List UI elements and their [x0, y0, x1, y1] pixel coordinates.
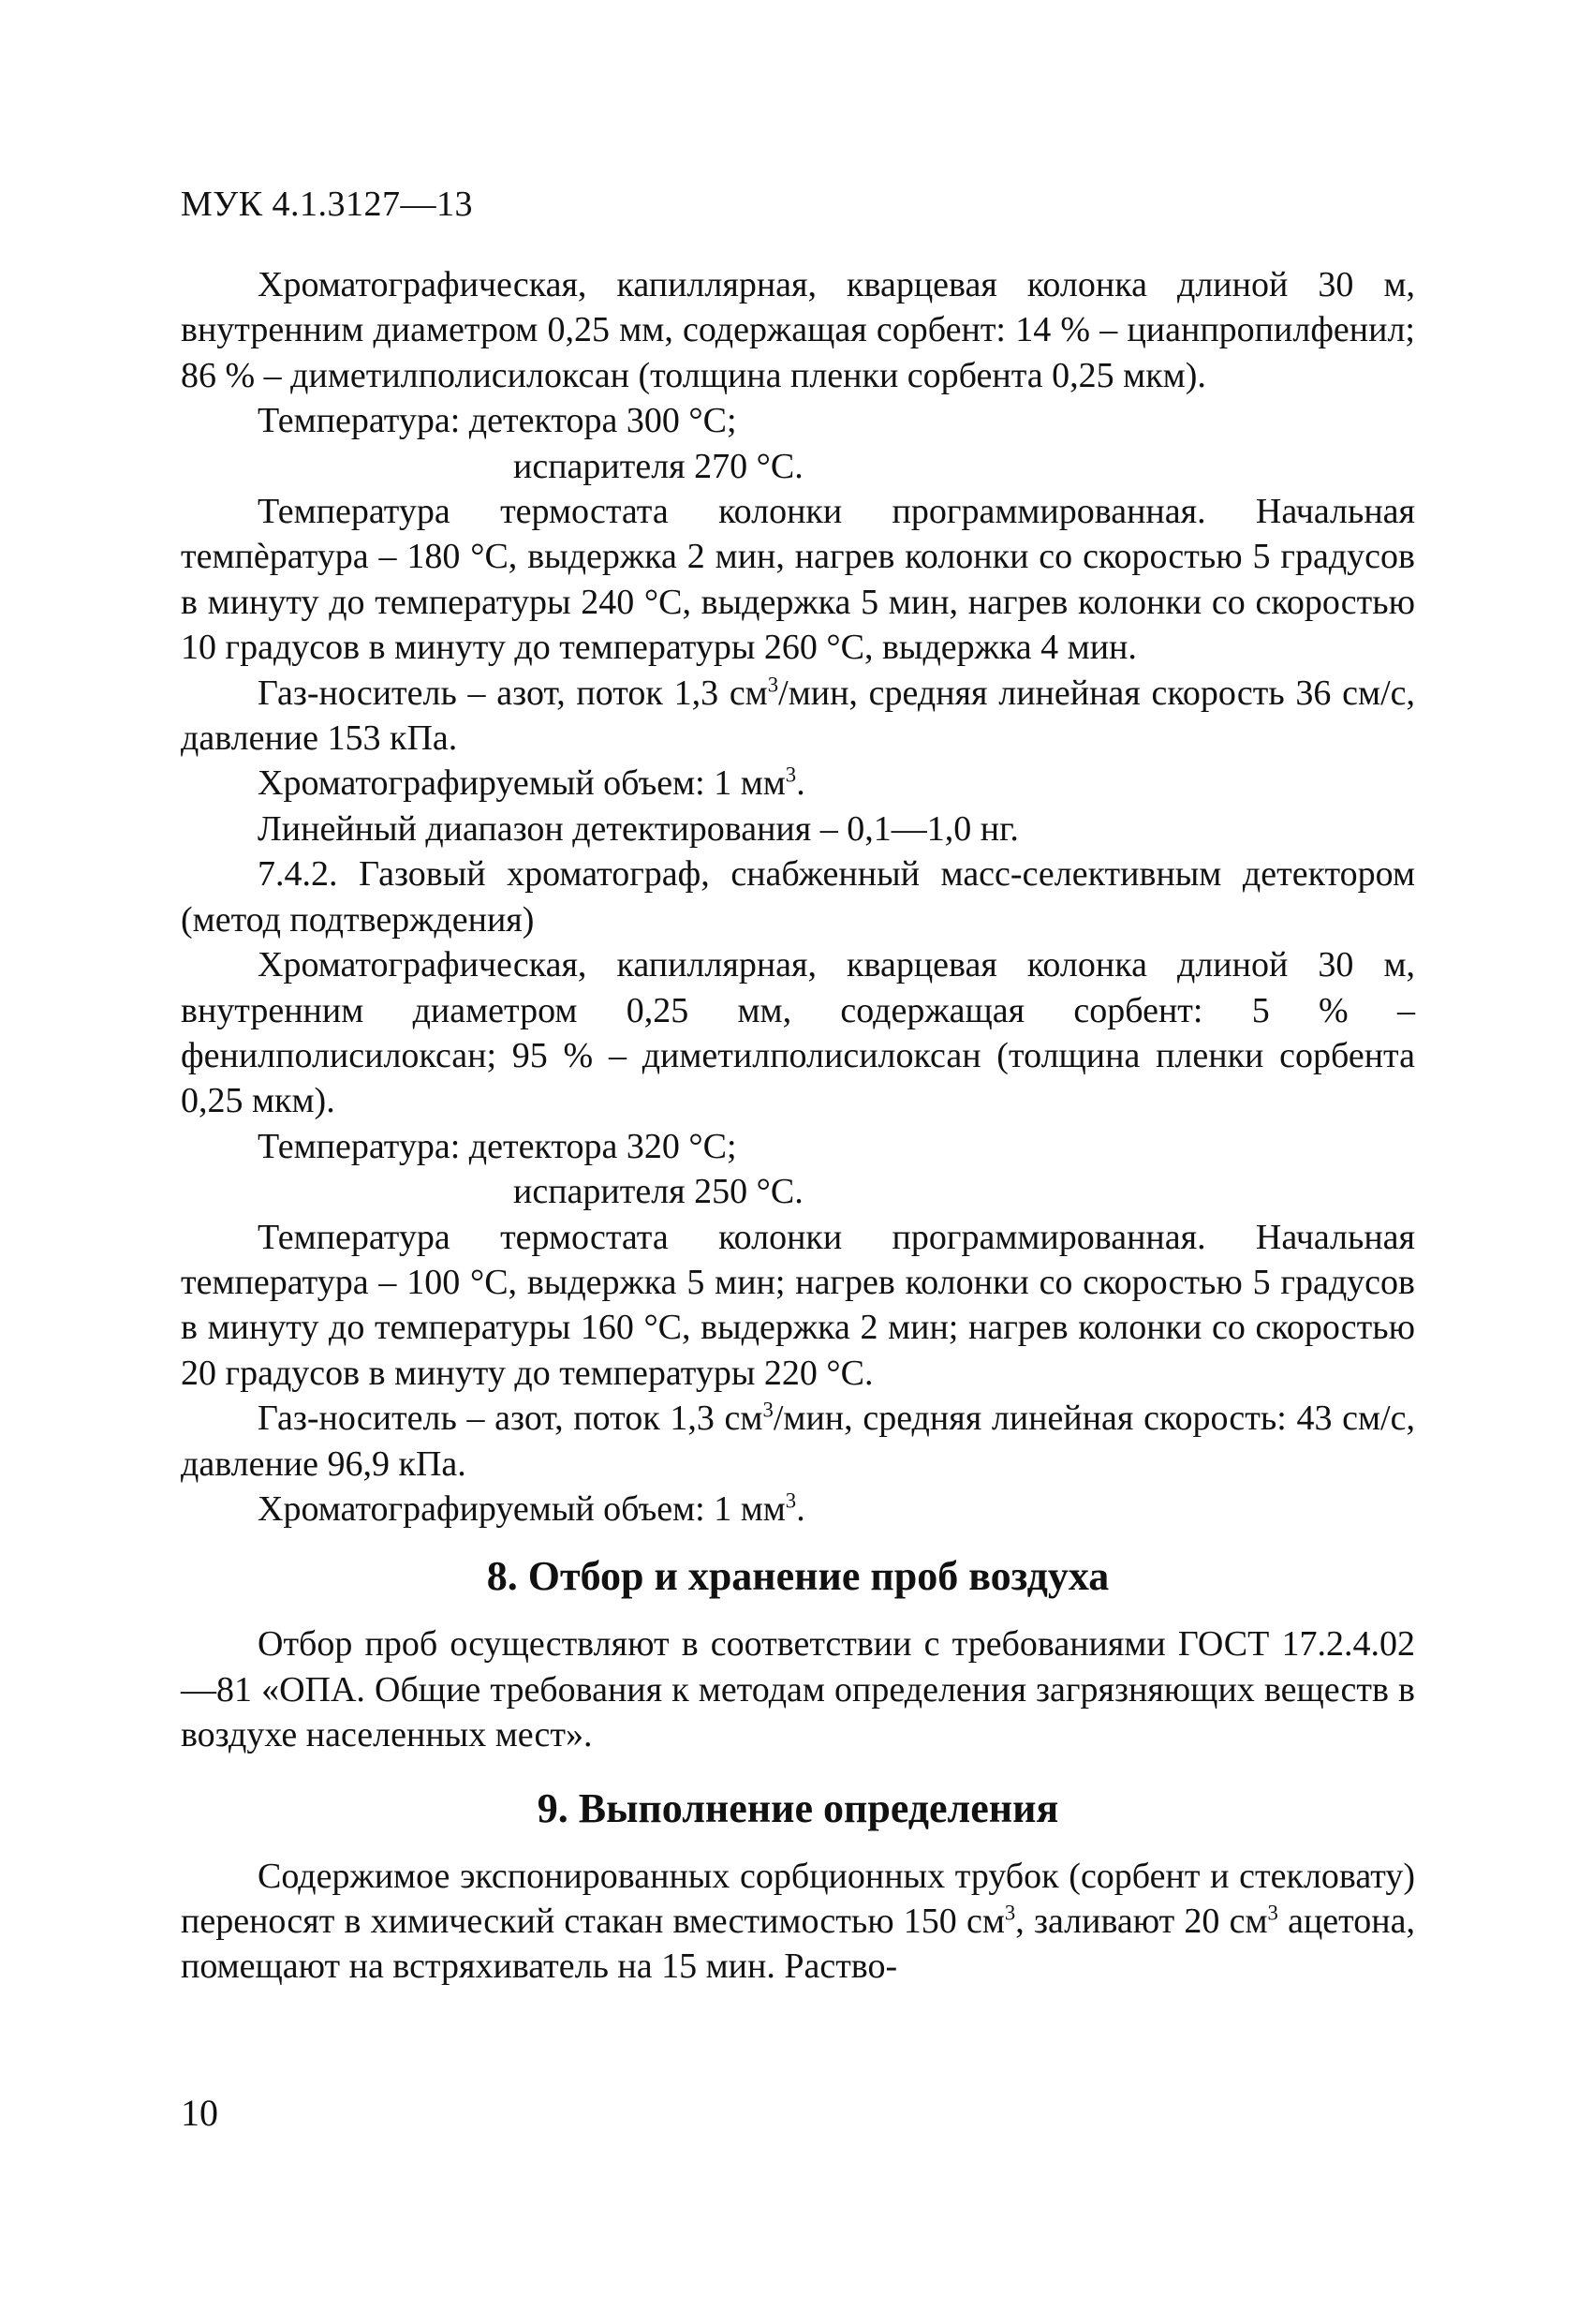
section-heading-9: 9. Выполнение определения: [537, 1784, 1059, 1831]
temperature-detector-1: Температура: детектора 300 °С;: [258, 401, 737, 441]
procedure-paragraph: Содержимое экспонированных сорбционных трубок (сорбент и стекловату) переносят в химический стакан вместимостью 150 $см^3$, заливают 20 $см^3$ ацетона, помещают на встряхиватель на 15 мин. Раство-: [181, 1856, 1415, 1987]
injection-volume-2: Хроматографируемый объем: 1 $мм^3$.: [258, 1488, 805, 1529]
section-heading-8: 8. Отбор и хранение проб воздуха: [486, 1553, 1110, 1600]
carrier-gas-2: Газ-носитель – азот, поток 1,3 $см^3$/мин, средняя линейная скорость: 43 см/с, давление 96,9 кПа.: [181, 1398, 1415, 1484]
document-body: [181, 262, 1415, 1990]
temperature-evaporator-1: испарителя 270 °С.: [513, 446, 804, 486]
section-7-4-2: 7.4.2. Газовый хроматограф, снабженный масс-селективным детектором (метод подтверждения): [181, 854, 1415, 940]
document-code: МУК 4.1.3127—13: [181, 185, 474, 224]
linear-range: Линейный диапазон детектирования – 0,1—1,0 нг.: [258, 808, 1019, 849]
column-description-1: Хроматографическая, капиллярная, кварцевая колонка длиной 30 м, внутренним диаметром 0,25 мм, содержащая сорбент: 14 % – цианпропилфенил; 86 % – диметилполисилоксан (толщина пленки сорбента 0,25 мкм).: [181, 265, 1415, 395]
page-number: 10: [181, 2092, 218, 2134]
carrier-gas-1: Газ-носитель – азот, поток 1,3 $см^3$/мин, средняя линейная скорость 36 см/с, давление 153 кПа.: [181, 673, 1415, 759]
thermostat-program-2: Температура термостата колонки программированная. Начальная температура – 100 °С, выдержка 5 мин; нагрев колонки со скоростью 5 градусов в минуту до температуры 160 °С, выдержка 2 мин; нагрев колонки со скоростью 20 градусов в минуту до температуры 220 °С.: [181, 1217, 1415, 1393]
sampling-paragraph: Отбор проб осуществляют в соответствии с требованиями ГОСТ 17.2.4.02—81 «ОПА. Общие требования к методам определения загрязняющих веществ в воздухе населенных мест».: [181, 1624, 1415, 1755]
temperature-detector-2: Температура: детектора 320 °С;: [258, 1126, 737, 1166]
temperature-evaporator-2: испарителя 250 °С.: [513, 1172, 804, 1212]
thermostat-program-1: Температура термостата колонки программированная. Начальная темпèратура – 180 °С, выдержка 2 мин, нагрев колонки со скоростью 5 градусов в минуту до температуры 240 °С, выдержка 5 мин, нагрев колонки со скоростью 10 градусов в минуту до температуры 260 °С, выдержка 4 мин.: [181, 492, 1415, 668]
injection-volume-1: Хроматографируемый объем: 1 $мм^3$.: [258, 762, 805, 804]
column-description-2: Хроматографическая, капиллярная, кварцевая колонка длиной 30 м, внутренним диаметром 0,25 мм, содержащая сорбент: 5 % – фенилполисилоксан; 95 % – диметилполисилоксан (толщина пленки сорбента 0,25 мкм).: [181, 945, 1415, 1121]
